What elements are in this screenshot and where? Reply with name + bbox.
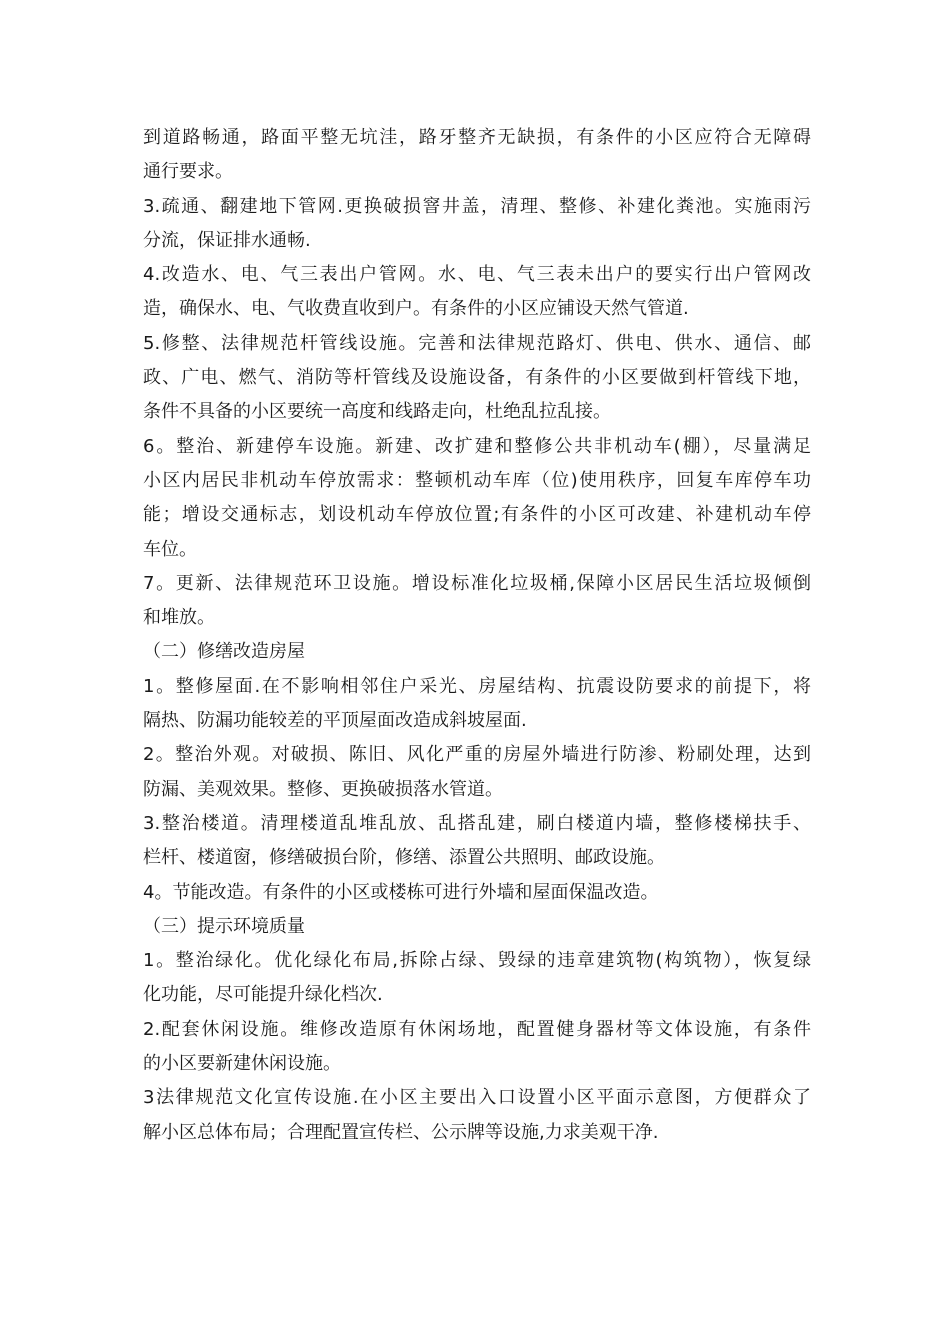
body-text: [143, 121, 811, 1150]
text-line: 防漏、美观效果。整修、更换破损落水管道。: [143, 778, 503, 800]
text-line: 2.配套休闲设施。维修改造原有休闲场地，配置健身器材等文体设施，有条件: [143, 1018, 811, 1040]
text-line: 3.疏通、翻建地下管网.更换破损窨井盖，清理、整修、补建化粪池。实施雨污: [143, 195, 811, 217]
text-line: 4.改造水、电、气三表出户管网。水、电、气三表未出户的要实行出户管网改: [143, 264, 811, 286]
section-heading: （二）修缮改造房屋: [143, 641, 305, 663]
text-line: 4。节能改造。有条件的小区或楼栋可进行外墙和屋面保温改造。: [143, 881, 659, 903]
text-line: 化功能，尽可能提升绿化档次.: [143, 984, 383, 1006]
section-heading: （三）提示环境质量: [143, 915, 305, 937]
text-line: 7。更新、法律规范环卫设施。增设标准化垃圾桶,保障小区居民生活垃圾倾倒: [143, 572, 811, 594]
text-line: 造，确保水、电、气收费直收到户。有条件的小区应铺设天然气管道.: [143, 298, 689, 320]
text-line: 3法律规范文化宣传设施.在小区主要出入口设置小区平面示意图，方便群众了: [143, 1087, 811, 1109]
text-line: 5.修整、法律规范杆管线设施。完善和法律规范路灯、供电、供水、通信、邮: [143, 332, 811, 354]
text-line: 3.整治楼道。清理楼道乱堆乱放、乱搭乱建，刷白楼道内墙，整修楼梯扶手、: [143, 812, 811, 834]
text-line: 分流，保证排水通畅.: [143, 229, 311, 251]
text-line: 条件不具备的小区要统一高度和线路走向，杜绝乱拉乱接。: [143, 401, 611, 423]
text-line: 政、广电、燃气、消防等杆管线及设施设备，有条件的小区要做到杆管线下地，: [143, 367, 811, 389]
text-line: 的小区要新建休闲设施。: [143, 1053, 341, 1075]
text-line: 栏杆、楼道窗，修缮破损台阶，修缮、添置公共照明、邮政设施。: [143, 847, 665, 869]
text-line: 6。整治、新建停车设施。新建、改扩建和整修公共非机动车(棚），尽量满足: [143, 435, 811, 457]
text-line: 解小区总体布局；合理配置宣传栏、公示牌等设施,力求美观干净.: [143, 1121, 659, 1143]
text-line: 1。整治绿化。优化绿化布局,拆除占绿、毁绿的违章建筑物(构筑物），恢复绿: [143, 950, 811, 972]
text-line: 车位。: [143, 538, 197, 560]
text-line: 能；增设交通标志，划设机动车停放位置;有条件的小区可改建、补建机动车停: [143, 504, 811, 526]
text-line: 2。整治外观。对破损、陈旧、风化严重的房屋外墙进行防渗、粉刷处理，达到: [143, 744, 811, 766]
text-line: 小区内居民非机动车停放需求：整顿机动车库（位)使用秩序，回复车库停车功: [143, 469, 811, 491]
text-line: 通行要求。: [143, 161, 233, 183]
text-line: 到道路畅通，路面平整无坑洼，路牙整齐无缺损，有条件的小区应符合无障碍: [143, 127, 811, 148]
text-line: 隔热、防漏功能较差的平顶屋面改造成斜坡屋面.: [143, 710, 527, 732]
text-line: 和堆放。: [143, 607, 215, 629]
text-line: 1。整修屋面.在不影响相邻住户采光、房屋结构、抗震设防要求的前提下，将: [143, 675, 811, 697]
